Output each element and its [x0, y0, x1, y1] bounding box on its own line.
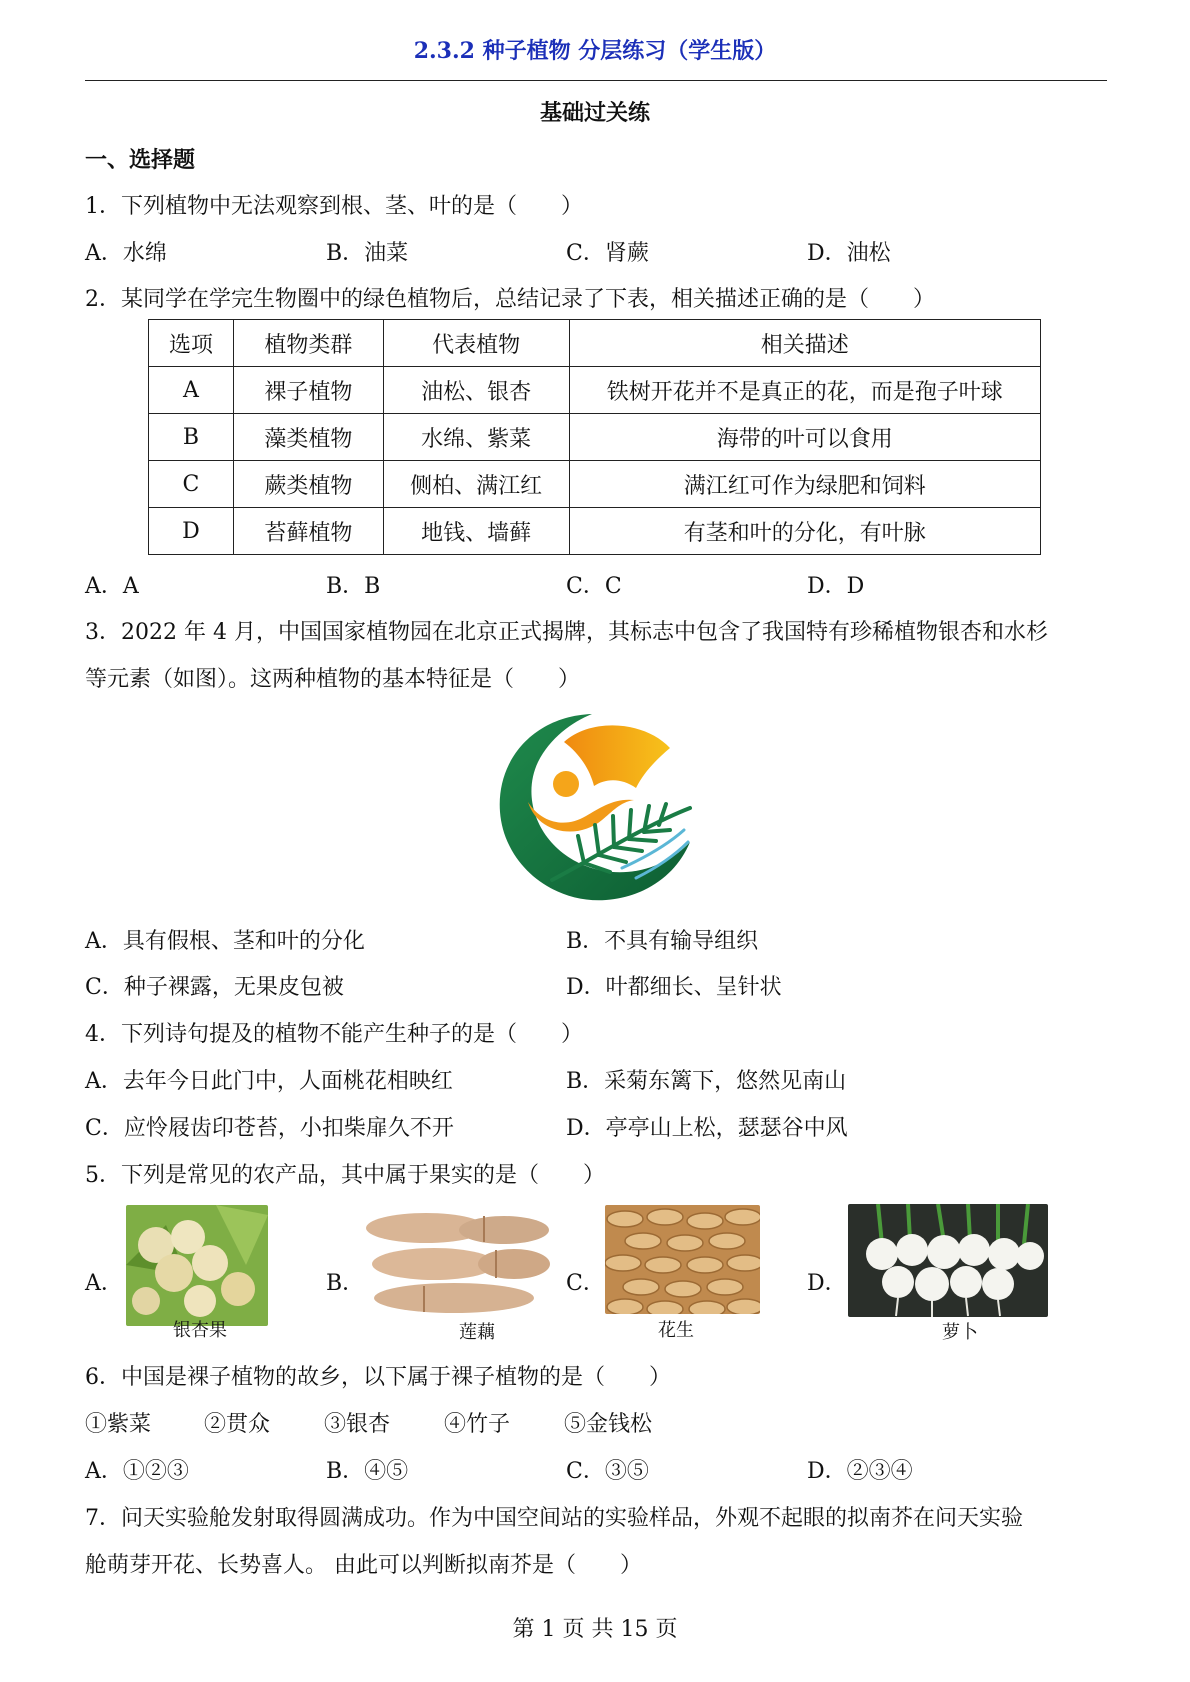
table-cell: D [149, 508, 234, 555]
q6-option-b: B．④⑤ [326, 1459, 409, 1484]
question-4-stem: 4．下列诗句提及的植物不能产生种子的是（ ） [85, 1022, 583, 1047]
table-header-cell: 植物类群 [233, 320, 383, 367]
table-cell: C [149, 461, 234, 508]
peanut-caption: 花生 [658, 1320, 694, 1341]
question-6-stem: 6．中国是裸子植物的故乡，以下属于裸子植物的是（ ） [85, 1365, 671, 1390]
q6-option-d: D．②③④ [807, 1459, 913, 1484]
q4-option-c: C．应怜屐齿印苍苔，小扣柴扉久不开 [85, 1116, 454, 1141]
table-cell: 裸子植物 [233, 367, 383, 414]
table-row [149, 508, 1041, 555]
ginkgo-fruit-photo [126, 1205, 268, 1326]
q2-option-b: B．B [326, 574, 381, 599]
table-cell: A [149, 367, 234, 414]
section-title: 基础过关练 [539, 100, 650, 126]
q5-letter-d: D． [807, 1271, 847, 1296]
table-cell: 有茎和叶的分化，有叶脉 [569, 508, 1040, 555]
table-cell: 蕨类植物 [233, 461, 383, 508]
table-header-cell: 选项 [149, 320, 234, 367]
q1-option-c: C．肾蕨 [566, 241, 649, 266]
question-7-stem-line2: 舱萌芽开花、长势喜人。 由此可以判断拟南芥是（ ） [85, 1553, 642, 1578]
part-heading: 一、选择题 [85, 147, 196, 173]
q4-option-d: D．亭亭山上松，瑟瑟谷中风 [566, 1116, 848, 1141]
table-cell: B [149, 414, 234, 461]
table-header-row [149, 320, 1041, 367]
table-cell: 油松、银杏 [383, 367, 569, 414]
radish-caption: 萝卜 [942, 1322, 978, 1343]
table-row [149, 461, 1041, 508]
q6-item-5: ⑤金钱松 [564, 1412, 653, 1437]
ginkgo-fruit-caption: 银杏果 [173, 1320, 227, 1341]
question-2-stem: 2．某同学在学完生物圈中的绿色植物后，总结记录了下表，相关描述正确的是（ ） [85, 287, 935, 312]
document-title: 2.3.2 种子植物 分层练习（学生版） [413, 38, 777, 64]
q2-option-a: A．A [85, 574, 139, 599]
q6-item-3: ③银杏 [324, 1412, 391, 1437]
peanut-photo [605, 1205, 760, 1314]
question-1-stem: 1．下列植物中无法观察到根、茎、叶的是（ ） [85, 194, 583, 219]
page-footer: 第 1 页 共 15 页 [512, 1617, 678, 1642]
q6-option-c: C．③⑤ [566, 1459, 649, 1484]
table-row [149, 367, 1041, 414]
q3-option-c: C．种子裸露，无果皮包被 [85, 975, 344, 1000]
radish-photo [848, 1204, 1048, 1317]
q2-option-c: C．C [566, 574, 622, 599]
lotus-root-caption: 莲藕 [459, 1322, 495, 1343]
q3-option-d: D．叶都细长、呈针状 [566, 975, 782, 1000]
table-cell: 水绵、紫菜 [383, 414, 569, 461]
question-7-stem-line1: 7．问天实验舱发射取得圆满成功。作为中国空间站的实验样品，外观不起眼的拟南芥在问天实验 [85, 1506, 1024, 1531]
table-header-cell: 相关描述 [569, 320, 1040, 367]
q2-option-d: D．D [807, 574, 865, 599]
q3-option-a: A．具有假根、茎和叶的分化 [85, 929, 365, 954]
header-divider [85, 80, 1107, 81]
q4-option-a: A．去年今日此门中，人面桃花相映红 [85, 1069, 453, 1094]
table-row [149, 414, 1041, 461]
q6-option-a: A．①②③ [85, 1459, 189, 1484]
question-2-table [148, 319, 1041, 555]
q6-item-2: ②贯众 [204, 1412, 271, 1437]
q1-option-d: D．油松 [807, 241, 891, 266]
q1-option-a: A．水绵 [85, 241, 167, 266]
table-cell: 铁树开花并不是真正的花，而是孢子叶球 [569, 367, 1040, 414]
lotus-root-photo [364, 1206, 550, 1318]
q1-option-b: B．油菜 [326, 241, 409, 266]
q3-option-b: B．不具有输导组织 [566, 929, 759, 954]
question-5-stem: 5．下列是常见的农产品，其中属于果实的是（ ） [85, 1163, 605, 1188]
question-3-stem-line2: 等元素（如图）。这两种植物的基本特征是（ ） [85, 667, 581, 692]
table-header-cell: 代表植物 [383, 320, 569, 367]
q5-letter-c: C． [566, 1271, 605, 1296]
table-cell: 地钱、墙藓 [383, 508, 569, 555]
q6-item-1: ①紫菜 [85, 1412, 152, 1437]
question-3-stem-line1: 3．2022 年 4 月，中国国家植物园在北京正式揭牌，其标志中包含了我国特有珍稀植物银杏和水杉 [85, 620, 1048, 645]
q4-option-b: B．采菊东篱下，悠然见南山 [566, 1069, 847, 1094]
botanical-garden-logo [494, 708, 700, 908]
table-cell: 藻类植物 [233, 414, 383, 461]
q5-letter-a: A． [85, 1271, 123, 1296]
table-cell: 苔藓植物 [233, 508, 383, 555]
table-cell: 海带的叶可以食用 [569, 414, 1040, 461]
q6-item-4: ④竹子 [444, 1412, 511, 1437]
table-cell: 满江红可作为绿肥和饲料 [569, 461, 1040, 508]
q5-letter-b: B． [326, 1271, 365, 1296]
table-cell: 侧柏、满江红 [383, 461, 569, 508]
